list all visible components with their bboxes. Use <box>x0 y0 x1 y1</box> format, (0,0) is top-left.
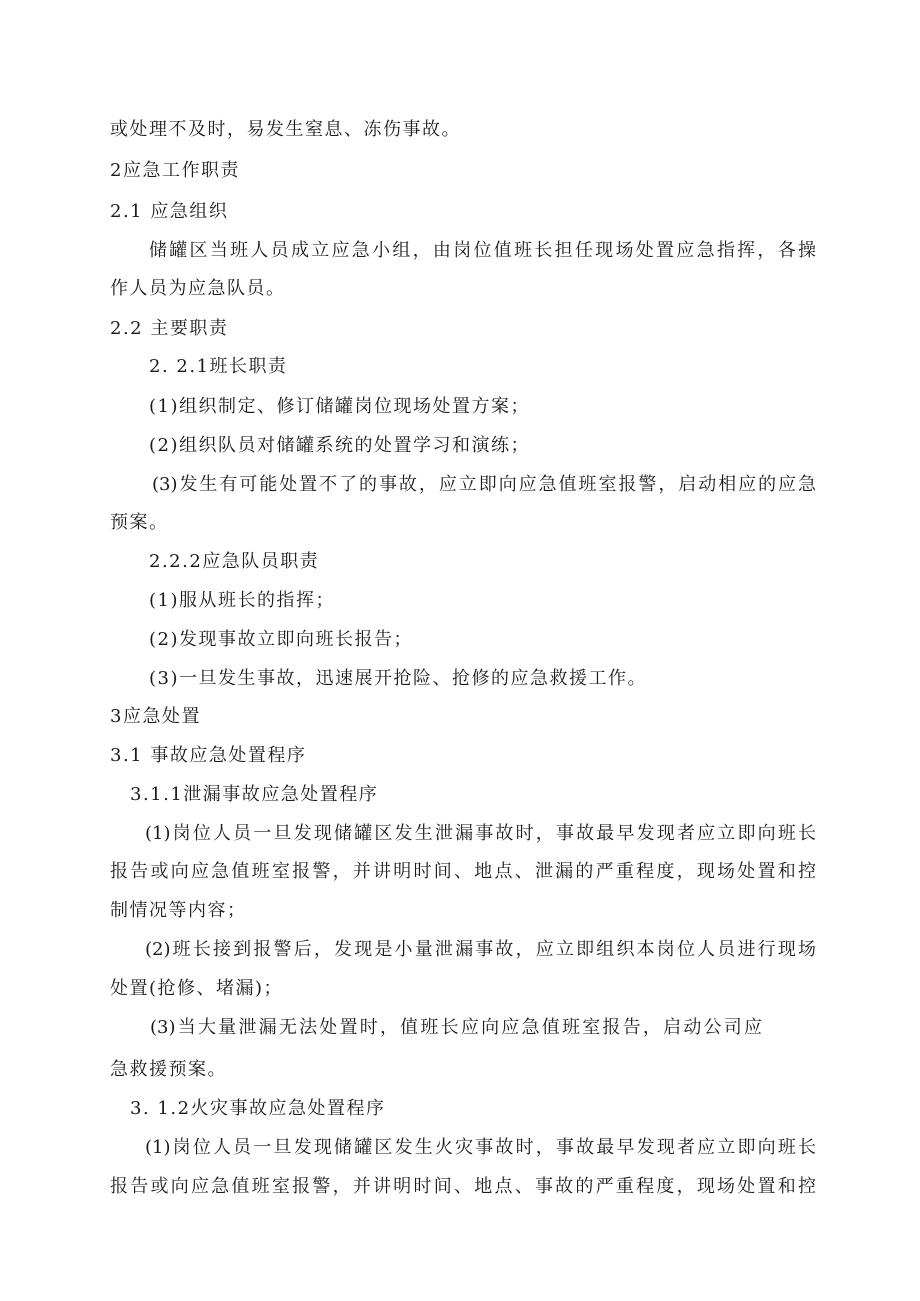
list-item: (3)一旦发生事故，迅速展开抢险、抢修的应急救援工作。 <box>149 668 647 689</box>
text-line: 处置(抢修、堵漏)； <box>110 978 284 999</box>
list-item: (1)服从班长的指挥； <box>149 590 335 611</box>
item-heading: 3. 1.2火灾事故应急处置程序 <box>130 1098 386 1119</box>
paragraph-line: 报告或向应急值班室报警，并讲明时间、地点、事故的严重程度，现场处置和控 <box>110 1176 816 1197</box>
list-item: (3)发生有可能处置不了的事故，应立即向应急值班室报警，启动相应的应急 <box>152 474 816 495</box>
subsection-heading: 3.1 事故应急处置程序 <box>110 745 307 766</box>
list-item: (2)班长接到报警后，发现是小量泄漏事故，应立即组织本岗位人员进行现场 <box>145 939 816 960</box>
subsection-heading: 2.1 应急组织 <box>110 201 229 222</box>
paragraph-line: 报告或向应急值班室报警，并讲明时间、地点、泄漏的严重程度，现场处置和控 <box>110 861 816 882</box>
section-heading: 3应急处置 <box>110 706 201 727</box>
text-line: 作人员为应急队员。 <box>110 278 286 299</box>
list-item: (1)岗位人员一旦发现储罐区发生火灾事故时，事故最早发现者应立即向班长 <box>145 1137 816 1158</box>
list-item: (2)发现事故立即向班长报告； <box>149 629 413 650</box>
list-item: (2)组织队员对储罐系统的处置学习和演练； <box>149 435 530 456</box>
list-item: (3)当大量泄漏无法处置时，值班长应向应急值班室报告，启动公司应 <box>150 1017 762 1038</box>
list-item: (1)岗位人员一旦发现储罐区发生泄漏事故时，事故最早发现者应立即向班长 <box>145 823 816 844</box>
text-line: 急救援预案。 <box>110 1059 227 1080</box>
text-line: 或处理不及时，易发生窒息、冻伤事故。 <box>110 119 461 140</box>
section-heading: 2应急工作职责 <box>110 160 240 181</box>
paragraph-line: 储罐区当班人员成立应急小组，由岗位值班长担任现场处置应急指挥，各操 <box>149 240 816 261</box>
item-heading: 3.1.1泄漏事故应急处置程序 <box>130 784 379 805</box>
item-heading: 2.2.2应急队员职责 <box>149 551 320 572</box>
list-item: (1)组织制定、修订储罐岗位现场处置方案； <box>149 396 530 417</box>
text-line: 制情况等内容； <box>110 900 247 921</box>
subsection-heading: 2.2 主要职责 <box>110 318 229 339</box>
text-line: 预案。 <box>110 512 169 533</box>
item-heading: 2. 2.1班长职责 <box>149 356 288 377</box>
